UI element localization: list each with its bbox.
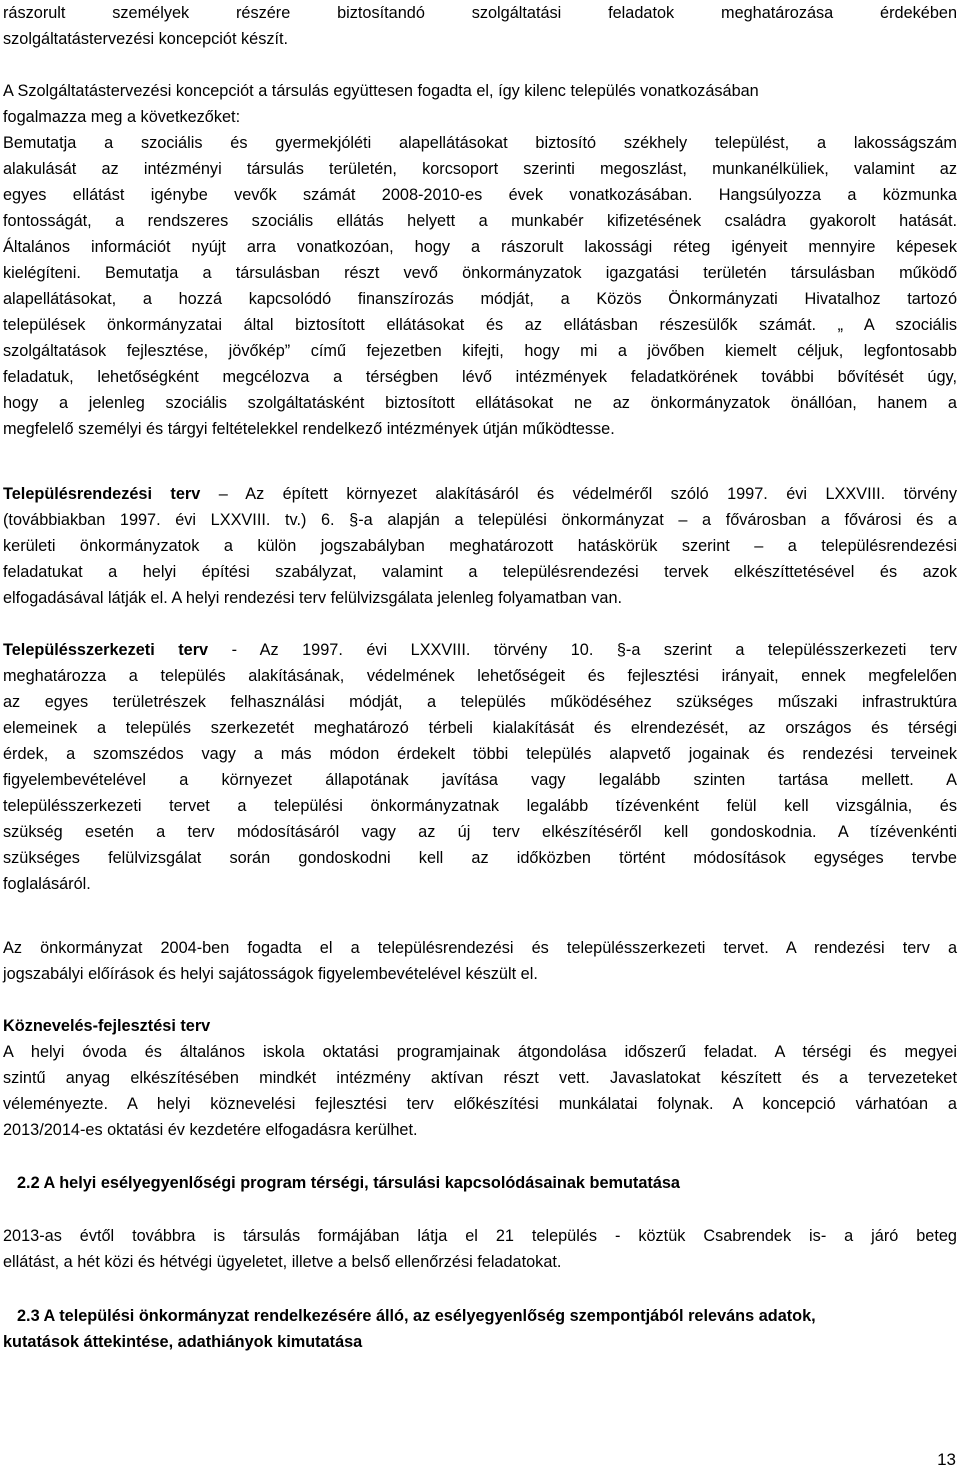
paragraph-line: 2013-as évtől továbbra is társulás formájában látja el 21 település - köztük Csabrendek is- a járó beteg [3,1227,957,1245]
section-heading: kutatások áttekintése, adathiányok kimutatása [3,1333,363,1351]
paragraph-line: egyes ellátást igénybe vevők számát 2008-2010-es évek vonatkozásában. Hangsúlyozza a közmunka [3,186,957,204]
paragraph-line: kielégíteni. Bemutatja a társulásban részt vevő önkormányzatok igazgatási területén társulásban működő [3,264,957,282]
paragraph-line: megfelelő személyi és tárgyi feltételekkel rendelkező intézmények útján működtesse. [3,420,615,438]
paragraph-line: települések önkormányzatai által biztosított ellátásokat és az ellátásban részesülők számát. „ A szociális [3,316,957,334]
paragraph-line: az egyes területrészek felhasználási módját, a település működéséhez szükséges műszaki infrastruktúra [3,693,957,711]
paragraph-line: rászorult személyek részére biztosítandó szolgáltatási feladatok meghatározása érdekében [3,4,957,22]
paragraph-line: érdek, a szomszédos vagy a más módon érdekelt többi település alapvető jogainak és rendezési terveinek [3,745,957,763]
paragraph-line: elemeinek a település szerkezetét meghatározó térbeli kialakítását és elrendezését, az országos és térségi [3,719,957,737]
paragraph-line: alakulását az intézményi társulás területén, korcsoport szerinti megoszlást, munkanélküliek, valamint az [3,160,957,178]
section-heading: 2.3 A települési önkormányzat rendelkezésére álló, az esélyegyenlőség szempontjából releváns adatok, [17,1307,816,1325]
paragraph-line: fontosságát, a rendszeres szociális ellátás helyett a munkabér kifizetésének családra gyakorolt hatását. [3,212,957,230]
paragraph-line: szolgáltatások fejlesztése, jövőkép” című fejezetben kifejti, hogy mi a jövőben kiemelt céljuk, legfontosabb [3,342,957,360]
paragraph-line-with-term [3,637,957,663]
section-heading: 2.2 A helyi esélyegyenlőségi program térségi, társulási kapcsolódásainak bemutatása [17,1174,680,1192]
paragraph-line: szükség esetén a terv módosításáról vagy az új terv elkészítéséről kell gondoskodnia. A tízévenkénti [3,823,957,841]
paragraph-line: szolgáltatástervezési koncepciót készít. [3,30,289,48]
paragraph-line: Általános információt nyújt arra vonatkozóan, hogy a rászorult lakossági réteg igényeit mennyire képesek [3,238,957,256]
paragraph-line: ellátást, a hét közi és hétvégi ügyeletet, illetve a belső ellenőrzési feladatokat. [3,1253,562,1271]
paragraph-line-with-term [3,481,957,507]
defined-term: Településrendezési terv [3,485,201,503]
paragraph-line: A Szolgáltatástervezési koncepciót a társulás együttesen fogadta el, így kilenc település vonatkozásában [3,82,759,100]
defined-term: Településszerkezeti terv [3,641,209,659]
paragraph-line: településszerkezeti tervet a települési önkormányzatnak legalább tízévenként felül kell vizsgálnia, és [3,797,957,815]
paragraph-line: Az önkormányzat 2004-ben fogadta el a településrendezési és településszerkezeti tervet. A rendezési terv a [3,939,957,957]
section-heading: Köznevelés-fejlesztési terv [3,1017,211,1035]
paragraph-line: 2013/2014-es oktatási év kezdetére elfogadásra kerülhet. [3,1121,418,1139]
paragraph-line: meghatározza a település alakításának, védelmének lehetőségeit és fejlesztési irányait, ennek megfelelően [3,667,957,685]
paragraph-line: jogszabályi előírások és helyi sajátosságok figyelembevételével készült el. [3,965,538,983]
paragraph-line: hogy a jelenleg szociális szolgáltatásként biztosított ellátásokat ne az önkormányzatok önállóan, hanem a [3,394,957,412]
paragraph-line: A helyi óvoda és általános iskola oktatási programjainak átgondolása időszerű feladat. A térségi és megyei [3,1043,957,1061]
paragraph-line: foglalásáról. [3,875,91,893]
paragraph-line: figyelembevételével a környezet állapotának javítása vagy legalább szinten tartása mellett. A [3,771,957,789]
paragraph-line: szükséges felülvizsgálat során gondoskodni kell az időközben történt módosítások egységes tervbe [3,849,957,867]
line-text: - Az 1997. évi LXXVIII. törvény 10. §-a szerint a településszerkezeti terv [208,641,957,659]
paragraph-line: elfogadásával látják el. A helyi rendezési terv felülvizsgálata jelenleg folyamatban van. [3,589,623,607]
page-number: 13 [937,1450,956,1469]
paragraph-line: véleményezte. A helyi köznevelési fejlesztési terv előkészítési munkálatai folynak. A koncepció várhatóan a [3,1095,957,1113]
paragraph-line: (továbbiakban 1997. évi LXXVIII. tv.) 6. §-a alapján a települési önkormányzat – a fővárosban a fővárosi és a [3,511,957,529]
paragraph-line: alapellátásokat, a hozzá kapcsolódó finanszírozás módját, a Közös Önkormányzati Hivatalhoz tartozó [3,290,957,308]
paragraph-line: feladatuk, lehetőségként megcélozva a térségben lévő intézmények feladatkörének további bővítését úgy, [3,368,957,386]
paragraph-line: Bemutatja a szociális és gyermekjóléti alapellátásokat biztosító székhely települést, a lakosságszám [3,134,957,152]
line-text: – Az épített környezet alakításáról és védelméről szóló 1997. évi LXXVIII. törvény [200,485,957,503]
paragraph-line: szintű anyag elkészítésében mindkét intézmény aktívan részt vett. Javaslatokat készített és a tervezeteket [3,1069,957,1087]
paragraph-line: feladatukat a helyi építési szabályzat, valamint a településrendezési tervek elkészíttetésével és azok [3,563,957,581]
paragraph-line: fogalmazza meg a következőket: [3,108,241,126]
paragraph-line: kerületi önkormányzatok a külön jogszabályban meghatározott hatáskörük szerint – a településrendezési [3,537,957,555]
